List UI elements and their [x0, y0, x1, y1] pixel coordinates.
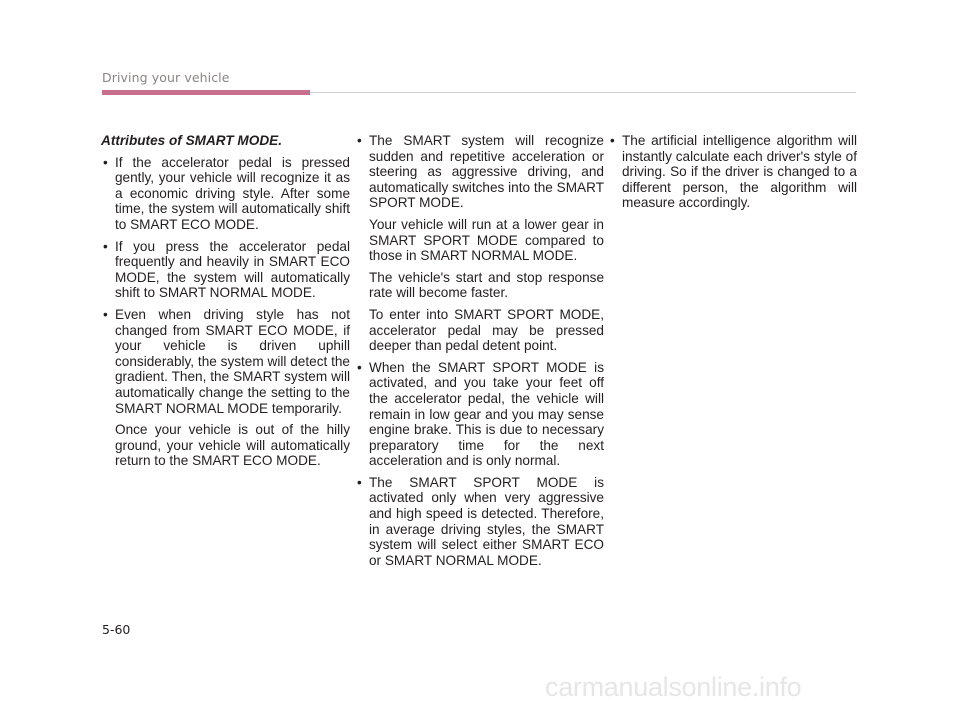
bullet-list	[355, 133, 604, 568]
paragraph: The artificial intelligence algorithm will instantly calculate each driver's style of driving. So if the driver is changed to a different person, the algorithm will measure accordingly.	[622, 133, 857, 211]
bullet-list	[608, 133, 857, 211]
column-2	[355, 133, 604, 574]
paragraph: The SMART system will recognize sudden and repetitive acceleration or steering as aggressive driving, and automatically switches into the SMART SPORT MODE.	[369, 133, 604, 211]
paragraph: The vehicle's start and stop response rate will become faster.	[369, 269, 604, 301]
column-1	[101, 133, 350, 475]
list-item	[101, 239, 350, 301]
bullet-icon: •	[357, 474, 362, 490]
bullet-icon: •	[103, 238, 108, 254]
list-item	[355, 133, 604, 354]
bullet-icon: •	[103, 154, 108, 170]
section-title: Driving your vehicle	[102, 70, 230, 85]
paragraph: Your vehicle will run at a lower gear in SMART SPORT MODE compared to those in SMART NORMAL MODE.	[369, 216, 604, 264]
list-item	[101, 307, 350, 469]
bullet-icon: •	[103, 306, 108, 322]
page-number: 5-60	[102, 622, 131, 637]
header-accent-rule	[102, 90, 310, 95]
paragraph: If the accelerator pedal is pressed gently, your vehicle will recognize it as a economic driving style. After some time, the system will automatically shift to SMART ECO MODE.	[115, 154, 350, 232]
column-3	[608, 133, 857, 217]
paragraph: Once your vehicle is out of the hilly ground, your vehicle will automatically return to the SMART ECO MODE.	[115, 422, 350, 469]
watermark-link[interactable]: carmanualsonline.info	[545, 672, 802, 702]
bullet-icon: •	[357, 359, 362, 375]
list-item	[608, 133, 857, 211]
bullet-icon: •	[610, 133, 615, 148]
paragraph: If you press the accelerator pedal frequently and heavily in SMART ECO MODE, the system will automatically shift to SMART NORMAL MODE.	[115, 238, 350, 301]
paragraph: When the SMART SPORT MODE is activated, and you take your feet off the accelerator pedal, the vehicle will remain in low gear and you may sense engine brake. This is due to necessary preparatory time for the next acceleration and is only normal.	[369, 359, 604, 469]
list-item	[355, 360, 604, 469]
bullet-list	[101, 155, 350, 469]
paragraph: The SMART SPORT MODE is activated only when very aggressive and high speed is detected. Therefore, in average driving styles, the SMART system will select either SMART ECO or SMART NORMAL MODE.	[369, 474, 604, 568]
paragraph: Even when driving style has not changed from SMART ECO MODE, if your vehicle is driven uphill considerably, the system will detect the gradient. Then, the SMART system will automatically change the setting to the SMART NORMAL MODE temporarily.	[115, 306, 350, 416]
header-divider-rule	[310, 92, 856, 93]
list-item	[101, 155, 350, 233]
subsection-heading: Attributes of SMART MODE.	[101, 133, 282, 148]
bullet-icon: •	[357, 133, 362, 148]
paragraph: To enter into SMART SPORT MODE, accelerator pedal may be pressed deeper than pedal detent point.	[369, 306, 604, 354]
list-item	[355, 475, 604, 569]
